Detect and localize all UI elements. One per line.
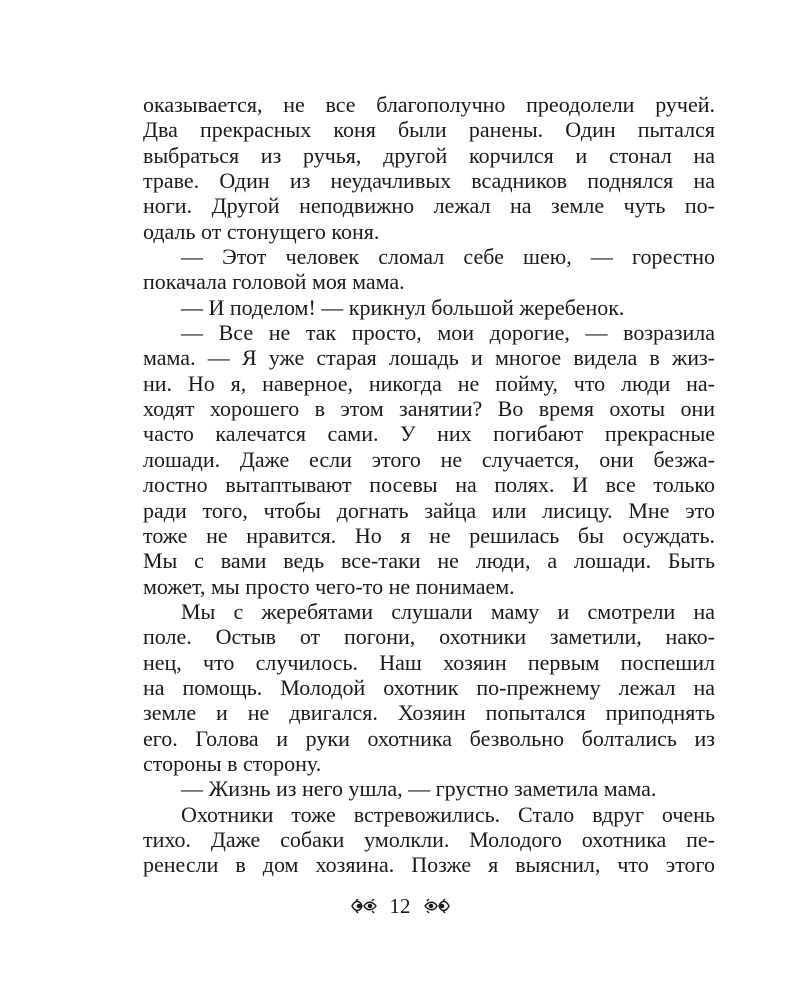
text-line: Два прекрасных коня были ранены. Один пытался bbox=[143, 117, 715, 143]
text-line: часто калечатся сами. У них погибают прекрасные bbox=[143, 421, 715, 447]
text-line: Мы с жеребятами слушали маму и смотрели на bbox=[181, 598, 715, 624]
text-line: — Все не так просто, мои дорогие, — возразила bbox=[181, 320, 715, 346]
text-line: может, мы просто чего-то не понимаем. bbox=[143, 573, 515, 599]
page-number: 12 bbox=[389, 894, 411, 918]
text-line: — И поделом! — крикнул большой жеребенок. bbox=[181, 294, 625, 320]
text-line: ходят хорошего в этом занятии? Во время охоты они bbox=[143, 396, 715, 422]
text-line: тоже не нравится. Но я не решилась бы осуждать. bbox=[143, 522, 715, 548]
text-line: ноги. Другой неподвижно лежал на земле чуть по- bbox=[143, 193, 715, 219]
text-line: стороны в сторону. bbox=[143, 750, 322, 776]
text-line: — Этот человек сломал себе шею, — горестно bbox=[181, 244, 715, 270]
text-line: ради того, чтобы догнать зайца или лисицу. Мне это bbox=[143, 497, 715, 523]
text-line: лостно вытаптывают посевы на полях. И все только bbox=[143, 472, 715, 498]
text-line: Мы с вами ведь все-таки не люди, а лошади. Быть bbox=[143, 548, 715, 574]
text-line: тихо. Даже собаки умолкли. Молодого охотника пе- bbox=[143, 826, 715, 852]
text-line: Охотники тоже встревожились. Стало вдруг очень bbox=[181, 801, 715, 827]
text-line: ни. Но я, наверное, никогда не пойму, что люди на- bbox=[143, 370, 715, 396]
text-line: его. Голова и руки охотника безвольно болтались из bbox=[143, 725, 715, 751]
ornament-left-icon bbox=[350, 898, 378, 914]
text-line: земле и не двигался. Хозяин попытался приподнять bbox=[143, 700, 715, 726]
text-line: траве. Один из неудачливых всадников поднялся на bbox=[143, 168, 715, 194]
text-line: оказывается, не все благополучно преодолели ручей. bbox=[143, 92, 715, 117]
text-line: одаль от стонущего коня. bbox=[143, 218, 380, 244]
text-line: поле. Остыв от погони, охотники заметили, нако- bbox=[143, 624, 715, 650]
ornament-right-icon bbox=[423, 898, 451, 914]
text-line: на помощь. Молодой охотник по-прежнему лежал на bbox=[143, 674, 715, 700]
body-text bbox=[143, 92, 715, 878]
text-line: лошади. Даже если этого не случается, они безжа- bbox=[143, 446, 715, 472]
page-footer bbox=[0, 893, 800, 919]
text-line: мама. — Я уже старая лошадь и многое видела в жиз- bbox=[143, 345, 715, 371]
text-line: покачала головой моя мама. bbox=[143, 269, 405, 295]
text-line: нец, что случилось. Наш хозяин первым поспешил bbox=[143, 649, 715, 675]
text-line: — Жизнь из него ушла, — грустно заметила мама. bbox=[181, 776, 657, 802]
text-line: выбраться из ручья, другой корчился и стонал на bbox=[143, 142, 715, 168]
text-line: ренесли в дом хозяина. Позже я выяснил, что этого bbox=[143, 852, 715, 878]
